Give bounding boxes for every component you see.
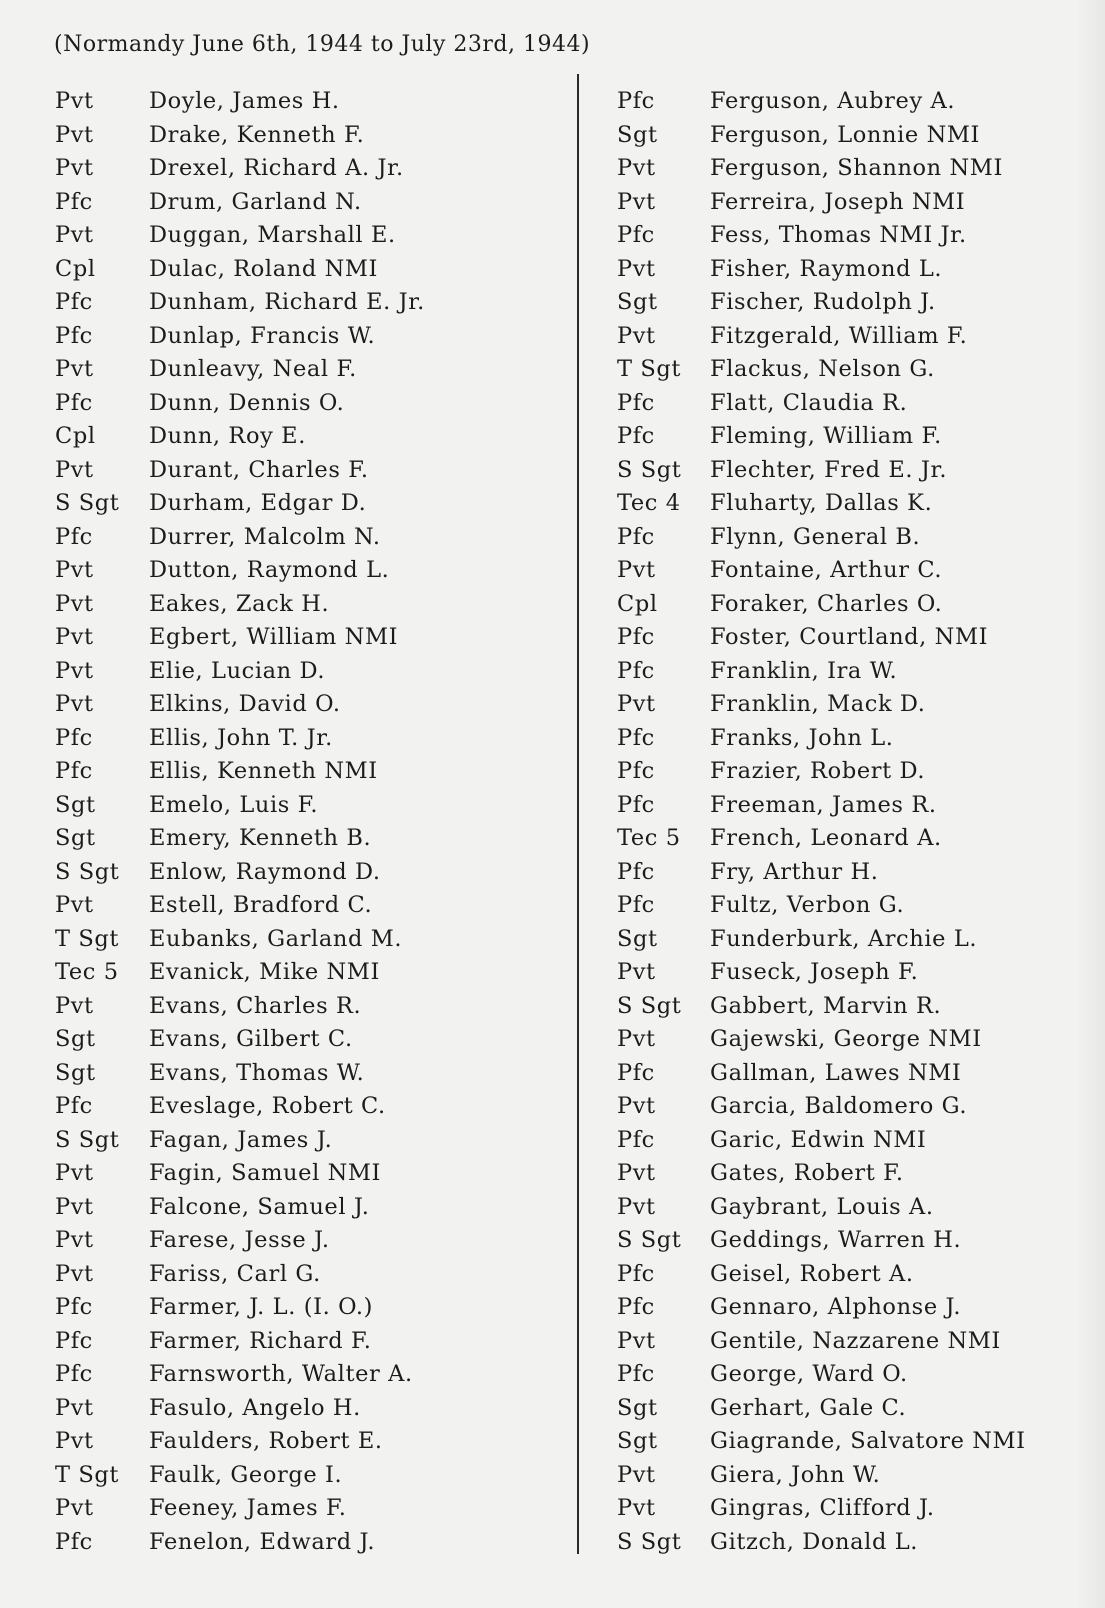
soldier-name: Drake, Kenneth F.: [149, 121, 365, 148]
rank-label: Pvt: [617, 1093, 656, 1119]
roster-entry: [55, 1526, 575, 1560]
soldier-name: Farnsworth, Walter A.: [149, 1361, 413, 1387]
soldier-name: Farmer, J. L. (I. O.): [149, 1294, 373, 1320]
soldier-name: Ferguson, Aubrey A.: [710, 88, 956, 114]
roster-entry: [55, 655, 575, 689]
roster-entry: [55, 487, 575, 521]
soldier-name: Dunleavy, Neal F.: [149, 356, 357, 382]
soldier-name: Durrer, Malcolm N.: [149, 523, 381, 550]
soldier-name: Evans, Gilbert C.: [149, 1026, 353, 1052]
rank-label: S Sgt: [55, 1126, 120, 1153]
soldier-name: Eakes, Zack H.: [149, 590, 330, 617]
roster-entry: [55, 722, 575, 756]
roster-entry: [617, 1224, 1097, 1258]
rank-label: Pfc: [617, 724, 655, 751]
roster-entry: [617, 253, 1097, 287]
right-roster-column: [617, 85, 1097, 1559]
roster-entry: [617, 923, 1097, 957]
rank-label: Pfc: [55, 289, 93, 315]
soldier-name: Giagrande, Salvatore NMI: [710, 1428, 1026, 1454]
rank-label: Pfc: [617, 624, 655, 650]
soldier-name: Falcone, Samuel J.: [149, 1193, 370, 1220]
rank-label: S Sgt: [617, 1528, 682, 1555]
roster-entry: [617, 554, 1097, 588]
soldier-name: Geddings, Warren H.: [710, 1227, 962, 1253]
rank-label: T Sgt: [55, 1461, 120, 1488]
roster-entry: [55, 420, 575, 454]
soldier-name: Fitzgerald, William F.: [710, 322, 968, 349]
soldier-name: Dunham, Richard E. Jr.: [149, 289, 425, 315]
soldier-name: Garcia, Baldomero G.: [710, 1093, 968, 1119]
roster-entry: [617, 688, 1097, 722]
rank-label: Cpl: [55, 423, 96, 449]
roster-entry: [617, 1124, 1097, 1158]
rank-label: Pfc: [617, 423, 655, 449]
rank-label: Pfc: [617, 1361, 655, 1387]
page-header: (Normandy June 6th, 1944 to July 23rd, 1944): [54, 32, 591, 57]
roster-entry: [617, 186, 1097, 220]
rank-label: Pvt: [55, 121, 94, 148]
soldier-name: Fagin, Samuel NMI: [149, 1160, 382, 1186]
roster-entry: [617, 152, 1097, 186]
soldier-name: Fleming, William F.: [710, 423, 942, 449]
roster-entry: [617, 655, 1097, 689]
soldier-name: Ferreira, Joseph NMI: [710, 188, 966, 215]
rank-label: Pvt: [617, 1026, 656, 1052]
rank-label: Sgt: [617, 1428, 658, 1454]
soldier-name: Ferguson, Lonnie NMI: [710, 121, 980, 148]
rank-label: Pfc: [617, 222, 655, 248]
rank-label: Pfc: [617, 389, 655, 416]
soldier-name: Fisher, Raymond L.: [710, 255, 943, 282]
roster-entry: [55, 320, 575, 354]
roster-entry: [617, 1023, 1097, 1057]
roster-entry: [617, 856, 1097, 890]
roster-entry: [617, 822, 1097, 856]
roster-entry: [55, 889, 575, 923]
roster-entry: [617, 889, 1097, 923]
rank-label: Pvt: [617, 155, 656, 181]
rank-label: T Sgt: [55, 925, 120, 952]
soldier-name: Farmer, Richard F.: [149, 1327, 372, 1354]
roster-entry: [55, 219, 575, 253]
column-divider: [577, 74, 579, 1554]
rank-label: S Sgt: [617, 456, 682, 483]
rank-label: Pvt: [55, 1495, 94, 1521]
soldier-name: Flynn, General B.: [710, 523, 921, 550]
roster-entry: [55, 1492, 575, 1526]
soldier-name: Ferguson, Shannon NMI: [710, 155, 1003, 181]
rank-label: Pfc: [617, 1059, 655, 1086]
roster-entry: [617, 1492, 1097, 1526]
roster-entry: [617, 1291, 1097, 1325]
soldier-name: Gingras, Clifford J.: [710, 1495, 935, 1521]
roster-entry: [55, 387, 575, 421]
roster-entry: [55, 521, 575, 555]
rank-label: Pvt: [617, 255, 656, 282]
soldier-name: Franklin, Ira W.: [710, 657, 898, 684]
soldier-name: Fuseck, Joseph F.: [710, 959, 919, 985]
roster-entry: [55, 85, 575, 119]
roster-entry: [55, 1124, 575, 1158]
roster-entry: [617, 588, 1097, 622]
soldier-name: Dulac, Roland NMI: [149, 255, 379, 282]
roster-entry: [617, 1526, 1097, 1560]
soldier-name: Doyle, James H.: [149, 88, 340, 114]
soldier-name: Fluharty, Dallas K.: [710, 490, 933, 516]
roster-entry: [55, 554, 575, 588]
rank-label: Pfc: [55, 523, 93, 550]
rank-label: Pvt: [55, 691, 94, 717]
soldier-name: Gates, Robert F.: [710, 1160, 904, 1186]
roster-entry: [617, 1157, 1097, 1191]
soldier-name: Garic, Edwin NMI: [710, 1126, 927, 1153]
roster-entry: [617, 487, 1097, 521]
soldier-name: French, Leonard A.: [710, 825, 942, 851]
roster-entry: [55, 152, 575, 186]
roster-entry: [617, 320, 1097, 354]
roster-entry: [55, 1023, 575, 1057]
roster-entry: [55, 1224, 575, 1258]
rank-label: Pvt: [617, 1327, 656, 1354]
roster-entry: [617, 1090, 1097, 1124]
rank-label: Sgt: [617, 1394, 658, 1421]
rank-label: Pfc: [617, 758, 655, 784]
rank-label: Pvt: [55, 624, 94, 650]
rank-label: Pvt: [617, 691, 656, 717]
page-edge-shadow: [1075, 0, 1105, 1608]
rank-label: Pvt: [55, 590, 94, 617]
soldier-name: Elkins, David O.: [149, 691, 341, 717]
rank-label: Pfc: [55, 1327, 93, 1354]
roster-entry: [617, 956, 1097, 990]
soldier-name: Fischer, Rudolph J.: [710, 289, 936, 315]
roster-entry: [55, 454, 575, 488]
roster-entry: [55, 1090, 575, 1124]
soldier-name: Funderburk, Archie L.: [710, 925, 978, 952]
rank-label: Pvt: [617, 1193, 656, 1220]
roster-entry: [55, 1191, 575, 1225]
roster-entry: [617, 1258, 1097, 1292]
rank-label: S Sgt: [617, 1227, 682, 1253]
rank-label: Pfc: [617, 88, 655, 114]
roster-entry: [55, 1258, 575, 1292]
soldier-name: Fariss, Carl G.: [149, 1260, 321, 1287]
soldier-name: Fontaine, Arthur C.: [710, 557, 943, 583]
soldier-name: Drum, Garland N.: [149, 188, 362, 215]
soldier-name: Foster, Courtland, NMI: [710, 624, 989, 650]
rank-label: Sgt: [55, 1059, 96, 1086]
rank-label: Pvt: [55, 1160, 94, 1186]
soldier-name: Dunlap, Francis W.: [149, 322, 376, 349]
soldier-name: Dutton, Raymond L.: [149, 557, 390, 583]
roster-entry: [55, 1392, 575, 1426]
left-roster-column: [55, 85, 575, 1559]
roster-entry: [617, 789, 1097, 823]
roster-entry: [617, 454, 1097, 488]
rank-label: Sgt: [55, 1026, 96, 1052]
roster-entry: [617, 119, 1097, 153]
soldier-name: Gaybrant, Louis A.: [710, 1193, 934, 1220]
rank-label: Pfc: [617, 657, 655, 684]
rank-label: Pfc: [55, 724, 93, 751]
rank-label: Pvt: [55, 1260, 94, 1287]
soldier-name: Gabbert, Marvin R.: [710, 992, 942, 1019]
roster-entry: [55, 1325, 575, 1359]
soldier-name: Evanick, Mike NMI: [149, 959, 380, 985]
rank-label: Sgt: [55, 825, 96, 851]
roster-entry: [617, 621, 1097, 655]
rank-label: Pfc: [55, 1528, 93, 1555]
roster-entry: [55, 956, 575, 990]
rank-label: S Sgt: [55, 858, 120, 885]
rank-label: Pfc: [55, 322, 93, 349]
rank-label: Pvt: [617, 1495, 656, 1521]
rank-label: Pfc: [617, 1294, 655, 1320]
soldier-name: Flackus, Nelson G.: [710, 356, 935, 382]
soldier-name: Gajewski, George NMI: [710, 1026, 982, 1052]
roster-entry: [55, 119, 575, 153]
roster-entry: [617, 1459, 1097, 1493]
soldier-name: George, Ward O.: [710, 1361, 908, 1387]
rank-label: Pfc: [617, 791, 655, 818]
roster-entry: [617, 521, 1097, 555]
rank-label: S Sgt: [55, 490, 120, 516]
soldier-name: Gentile, Nazzarene NMI: [710, 1327, 1001, 1354]
roster-entry: [55, 688, 575, 722]
rank-label: Pfc: [617, 892, 655, 918]
soldier-name: Fry, Arthur H.: [710, 858, 879, 885]
soldier-name: Ellis, Kenneth NMI: [149, 758, 378, 784]
soldier-name: Elie, Lucian D.: [149, 657, 326, 684]
soldier-name: Fasulo, Angelo H.: [149, 1394, 361, 1421]
rank-label: Pfc: [55, 758, 93, 784]
rank-label: Pvt: [617, 1160, 656, 1186]
roster-entry: [55, 1459, 575, 1493]
soldier-name: Dunn, Dennis O.: [149, 389, 345, 416]
rank-label: Pvt: [55, 1193, 94, 1220]
rank-label: Sgt: [617, 925, 658, 952]
roster-entry: [55, 253, 575, 287]
roster-entry: [617, 1191, 1097, 1225]
rank-label: Pvt: [55, 892, 94, 918]
rank-label: Pfc: [55, 1093, 93, 1119]
soldier-name: Evans, Charles R.: [149, 992, 362, 1019]
roster-entry: [55, 286, 575, 320]
soldier-name: Estell, Bradford C.: [149, 892, 373, 918]
roster-entry: [55, 755, 575, 789]
roster-entry: [55, 1358, 575, 1392]
rank-label: Pvt: [617, 1461, 656, 1488]
soldier-name: Gennaro, Alphonse J.: [710, 1294, 962, 1320]
rank-label: Pfc: [617, 858, 655, 885]
roster-entry: [617, 353, 1097, 387]
roster-entry: [617, 755, 1097, 789]
roster-entry: [55, 186, 575, 220]
rank-label: Sgt: [617, 121, 658, 148]
soldier-name: Farese, Jesse J.: [149, 1227, 330, 1253]
soldier-name: Emery, Kenneth B.: [149, 825, 372, 851]
rank-label: Pvt: [55, 1394, 94, 1421]
soldier-name: Faulk, George I.: [149, 1461, 343, 1488]
soldier-name: Ellis, John T. Jr.: [149, 724, 333, 751]
roster-entry: [55, 353, 575, 387]
rank-label: Pvt: [55, 88, 94, 114]
roster-entry: [617, 990, 1097, 1024]
soldier-name: Franklin, Mack D.: [710, 691, 926, 717]
soldier-name: Eubanks, Garland M.: [149, 925, 403, 952]
roster-entry: [617, 85, 1097, 119]
roster-entry: [617, 286, 1097, 320]
soldier-name: Feeney, James F.: [149, 1495, 347, 1521]
soldier-name: Drexel, Richard A. Jr.: [149, 155, 404, 181]
rank-label: Pfc: [617, 1260, 655, 1287]
soldier-name: Franks, John L.: [710, 724, 894, 751]
soldier-name: Fess, Thomas NMI Jr.: [710, 222, 967, 248]
soldier-name: Faulders, Robert E.: [149, 1428, 383, 1454]
roster-entry: [617, 722, 1097, 756]
soldier-name: Gitzch, Donald L.: [710, 1528, 918, 1555]
roster-entry: [617, 387, 1097, 421]
soldier-name: Flatt, Claudia R.: [710, 389, 908, 416]
soldier-name: Giera, John W.: [710, 1461, 881, 1488]
roster-entry: [55, 1057, 575, 1091]
roster-entry: [617, 219, 1097, 253]
rank-label: Cpl: [55, 255, 96, 282]
soldier-name: Evans, Thomas W.: [149, 1059, 365, 1086]
rank-label: Pvt: [55, 222, 94, 248]
rank-label: Pfc: [55, 188, 93, 215]
roster-entry: [617, 1425, 1097, 1459]
soldier-name: Flechter, Fred E. Jr.: [710, 456, 948, 483]
rank-label: Pvt: [55, 1428, 94, 1454]
roster-entry: [55, 789, 575, 823]
soldier-name: Gerhart, Gale C.: [710, 1394, 907, 1421]
roster-entry: [617, 1358, 1097, 1392]
soldier-name: Durant, Charles F.: [149, 456, 369, 483]
soldier-name: Dunn, Roy E.: [149, 423, 306, 449]
rank-label: Pvt: [55, 356, 94, 382]
roster-entry: [55, 923, 575, 957]
roster-entry: [617, 1325, 1097, 1359]
roster-entry: [617, 1057, 1097, 1091]
rank-label: Pfc: [55, 389, 93, 416]
roster-entry: [55, 588, 575, 622]
soldier-name: Fagan, James J.: [149, 1126, 333, 1153]
soldier-name: Duggan, Marshall E.: [149, 222, 396, 248]
soldier-name: Fenelon, Edward J.: [149, 1528, 376, 1555]
rank-label: Tec 4: [617, 490, 681, 516]
soldier-name: Gallman, Lawes NMI: [710, 1059, 962, 1086]
roster-entry: [617, 1392, 1097, 1426]
rank-label: Pvt: [617, 557, 656, 583]
soldier-name: Fultz, Verbon G.: [710, 892, 905, 918]
roster-entry: [617, 420, 1097, 454]
rank-label: Pvt: [55, 657, 94, 684]
soldier-name: Emelo, Luis F.: [149, 791, 319, 818]
rank-label: Tec 5: [617, 825, 681, 851]
soldier-name: Geisel, Robert A.: [710, 1260, 914, 1287]
roster-entry: [55, 1157, 575, 1191]
rank-label: Pfc: [617, 523, 655, 550]
roster-entry: [55, 822, 575, 856]
soldier-name: Freeman, James R.: [710, 791, 937, 818]
roster-entry: [55, 990, 575, 1024]
soldier-name: Frazier, Robert D.: [710, 758, 926, 784]
rank-label: Pvt: [55, 456, 94, 483]
rank-label: Pvt: [617, 188, 656, 215]
rank-label: Pvt: [617, 322, 656, 349]
roster-entry: [55, 1425, 575, 1459]
rank-label: Pfc: [617, 1126, 655, 1153]
rank-label: Pvt: [55, 155, 94, 181]
rank-label: Tec 5: [55, 959, 119, 985]
rank-label: Sgt: [55, 791, 96, 818]
soldier-name: Egbert, William NMI: [149, 624, 399, 650]
rank-label: Pvt: [55, 1227, 94, 1253]
soldier-name: Enlow, Raymond D.: [149, 858, 381, 885]
roster-entry: [55, 1291, 575, 1325]
rank-label: Pvt: [55, 992, 94, 1019]
roster-entry: [55, 621, 575, 655]
rank-label: Cpl: [617, 590, 658, 617]
roster-entry: [55, 856, 575, 890]
rank-label: S Sgt: [617, 992, 682, 1019]
rank-label: Sgt: [617, 289, 658, 315]
rank-label: T Sgt: [617, 356, 682, 382]
rank-label: Pfc: [55, 1361, 93, 1387]
soldier-name: Durham, Edgar D.: [149, 490, 367, 516]
soldier-name: Foraker, Charles O.: [710, 590, 943, 617]
soldier-name: Eveslage, Robert C.: [149, 1093, 386, 1119]
rank-label: Pvt: [617, 959, 656, 985]
rank-label: Pfc: [55, 1294, 93, 1320]
rank-label: Pvt: [55, 557, 94, 583]
